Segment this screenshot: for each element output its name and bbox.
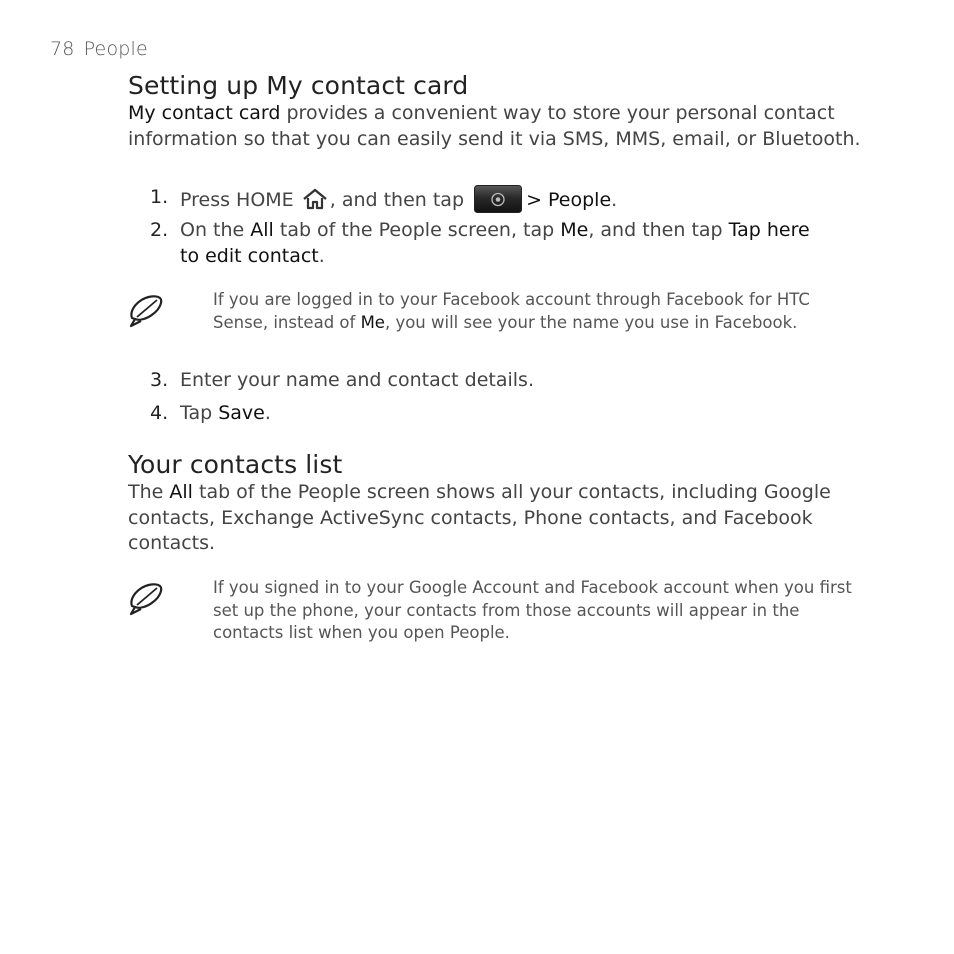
intro-text: provides a convenient way to store your personal contact information so that you can easily send it via SMS, MMS, email, or Bluetooth. [128,102,861,150]
intro-emphasis: My contact card [128,102,281,124]
note-text: , you will see your the name you use in Facebook. [384,312,798,332]
step-text-part: . [264,402,271,424]
all-tab-label: All [250,219,274,241]
people-label: > People [526,189,612,211]
step-number: 3. [150,369,169,391]
step-text: Enter your name and contact details. [180,369,534,391]
all-tab-label: All [169,481,193,503]
intro-text: tab of the People screen shows all your contacts, including Google contacts, Exchange ActiveSync contacts, Phone contacts, and Facebook contacts. [128,481,831,554]
step-text-part: On the [180,219,251,241]
step-text [180,185,830,214]
step-text-part: . [318,244,325,267]
intro-text: The [128,481,170,503]
step-text-part: Press HOME [180,189,300,211]
step-text-part: , and then tap [588,219,729,241]
section-title-contacts-list: Your contacts list [128,450,343,479]
step-text-part: Tap [180,402,219,424]
note-pencil-icon [127,580,165,618]
page-number: 78 [50,38,75,60]
me-label: Me [360,312,385,332]
contacts-list-intro [128,480,868,557]
page-header [50,38,148,60]
contact-card-intro [128,101,868,152]
save-label: Save [218,402,265,424]
step-text [180,401,830,427]
note-pencil-icon [127,292,165,330]
note-google-accounts: If you signed in to your Google Account and Facebook account when you first set up the phone, your contacts from those accounts will appear in the contacts list when you open People. [213,578,852,642]
step-text-part: . [611,189,618,211]
step-text-part: , and then tap [329,189,471,211]
step-text-part: tab of the People screen, tap [273,219,561,241]
edit-contact-label: Tap here to edit contact [180,219,810,267]
note-text: If you are logged in to your Facebook account through Facebook for HTC Sense, instead of [213,290,810,332]
home-icon [301,188,329,210]
step-number: 2. [150,219,169,241]
step-1 [150,185,850,213]
step-number: 4. [150,402,169,424]
step-number: 1. [150,186,169,208]
note-facebook [213,289,853,334]
step-2 [150,218,850,270]
me-label: Me [560,219,589,241]
section-name: People [83,38,148,60]
step-4 [150,401,850,429]
step-text [180,218,830,269]
step-3 [150,368,850,396]
all-apps-launcher-icon [474,185,522,213]
section-title-contact-card: Setting up My contact card [128,71,469,100]
